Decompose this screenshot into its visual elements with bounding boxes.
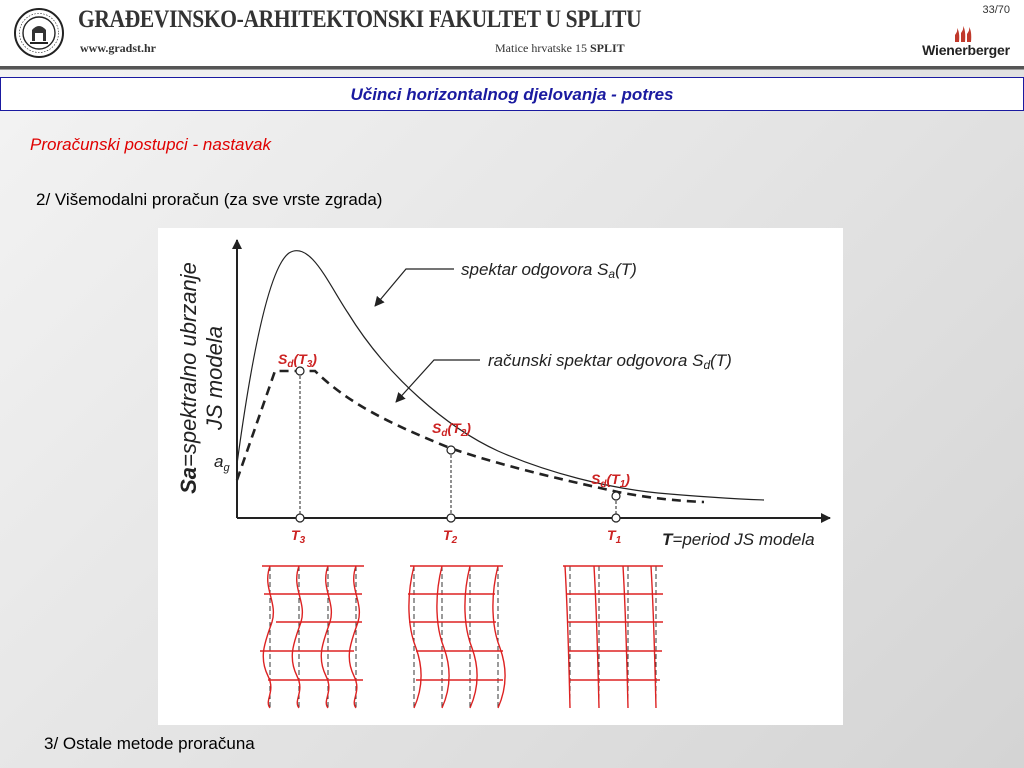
slide-subtitle: Proračunski postupci - nastavak bbox=[30, 135, 271, 154]
faculty-address bbox=[495, 41, 625, 56]
sponsor-logo-text: Wienerberger bbox=[922, 42, 1010, 58]
mode-shape-3 bbox=[260, 566, 364, 708]
response-spectrum-figure bbox=[158, 228, 843, 725]
address-street: Matice hrvatske 15 bbox=[495, 41, 587, 55]
t1-label bbox=[607, 527, 622, 546]
sponsor-logo bbox=[910, 22, 1020, 62]
sd-t3-marker bbox=[296, 367, 304, 375]
t1-period: T bbox=[607, 527, 616, 543]
faculty-website[interactable]: www.gradst.hr bbox=[80, 41, 157, 55]
t1-index: 1 bbox=[615, 535, 622, 546]
design-spectrum-label bbox=[488, 351, 732, 372]
slide-title-bar bbox=[0, 77, 1024, 111]
mode-shape-1 bbox=[563, 566, 663, 708]
t1-axis-marker bbox=[612, 514, 620, 522]
y-axis-symbol: Sa bbox=[176, 466, 201, 494]
x-axis-label bbox=[662, 530, 815, 549]
sd-t2-index: 2 bbox=[460, 428, 467, 439]
sd-t1-period: T bbox=[611, 471, 620, 487]
spectrum-pointer-arrow bbox=[375, 269, 454, 306]
elastic-spectrum-label bbox=[461, 260, 637, 281]
ag-main: a bbox=[214, 452, 224, 471]
mode-shape-2 bbox=[408, 566, 505, 708]
t3-period: T bbox=[291, 527, 300, 543]
spectrum-diagram bbox=[158, 228, 843, 725]
university-seal-icon bbox=[14, 8, 64, 58]
elastic-label-sub: a bbox=[608, 267, 616, 281]
sd-t2-period: T bbox=[452, 420, 461, 436]
header-divider-thin bbox=[0, 69, 1024, 70]
t3-index: 3 bbox=[299, 535, 306, 546]
sd-t3-period: T bbox=[298, 351, 307, 367]
design-pointer-arrow bbox=[396, 360, 480, 402]
t2-label bbox=[443, 527, 458, 546]
elastic-label-tail: (T) bbox=[615, 260, 637, 279]
y-axis-label bbox=[176, 262, 201, 494]
ag-label bbox=[214, 452, 230, 474]
address-city: SPLIT bbox=[589, 41, 625, 55]
sd-t3-index: 3 bbox=[306, 359, 313, 370]
sd-t1-sub: d bbox=[600, 479, 607, 490]
t2-index: 2 bbox=[451, 535, 458, 546]
t2-period: T bbox=[443, 527, 452, 543]
y-axis-label-line2: JS modela bbox=[202, 326, 227, 430]
sd-t3-sub: d bbox=[287, 359, 294, 370]
slide-title: Učinci horizontalnog djelovanja - potres bbox=[350, 85, 674, 104]
design-label-tail: (T) bbox=[710, 351, 732, 370]
design-label-main: računski spektar odgovora S bbox=[488, 351, 704, 370]
wienerberger-logo-icon bbox=[953, 26, 975, 42]
elastic-label-main: spektar odgovora S bbox=[461, 260, 609, 279]
point-multimodal: 2/ Višemodalni proračun (za sve vrste zgrada) bbox=[36, 190, 383, 209]
design-label-sub: d bbox=[703, 358, 711, 372]
faculty-name: GRAĐEVINSKO-ARHITEKTONSKI FAKULTET U SPLITU bbox=[78, 6, 642, 33]
point-other-methods: 3/ Ostale metode proračuna bbox=[44, 734, 255, 753]
sd-t1-index: 1 bbox=[619, 479, 626, 490]
x-axis-symbol: T bbox=[662, 530, 673, 549]
sd-t3-label: $S_d(T_3)$ bbox=[278, 351, 317, 370]
t3-axis-marker bbox=[296, 514, 304, 522]
sd-t2-marker bbox=[447, 446, 455, 454]
sd-t1-label: $S_d(T_1)$ bbox=[591, 471, 630, 490]
ag-sub: g bbox=[223, 462, 230, 474]
t2-axis-marker bbox=[447, 514, 455, 522]
sd-t3-main: S bbox=[278, 351, 288, 367]
sd-t2-label: $S_d(T_2)$ bbox=[432, 420, 471, 439]
header bbox=[0, 0, 1024, 66]
sd-t2-main: S bbox=[432, 420, 442, 436]
x-axis-text: =period JS modela bbox=[672, 530, 815, 549]
t3-label bbox=[291, 527, 306, 546]
page-number: 33/70 bbox=[982, 4, 1010, 16]
y-axis-text: =spektralno ubrzanje bbox=[176, 262, 201, 467]
sd-t1-main: S bbox=[591, 471, 601, 487]
sd-t1-marker bbox=[612, 492, 620, 500]
sd-t2-sub: d bbox=[441, 428, 448, 439]
